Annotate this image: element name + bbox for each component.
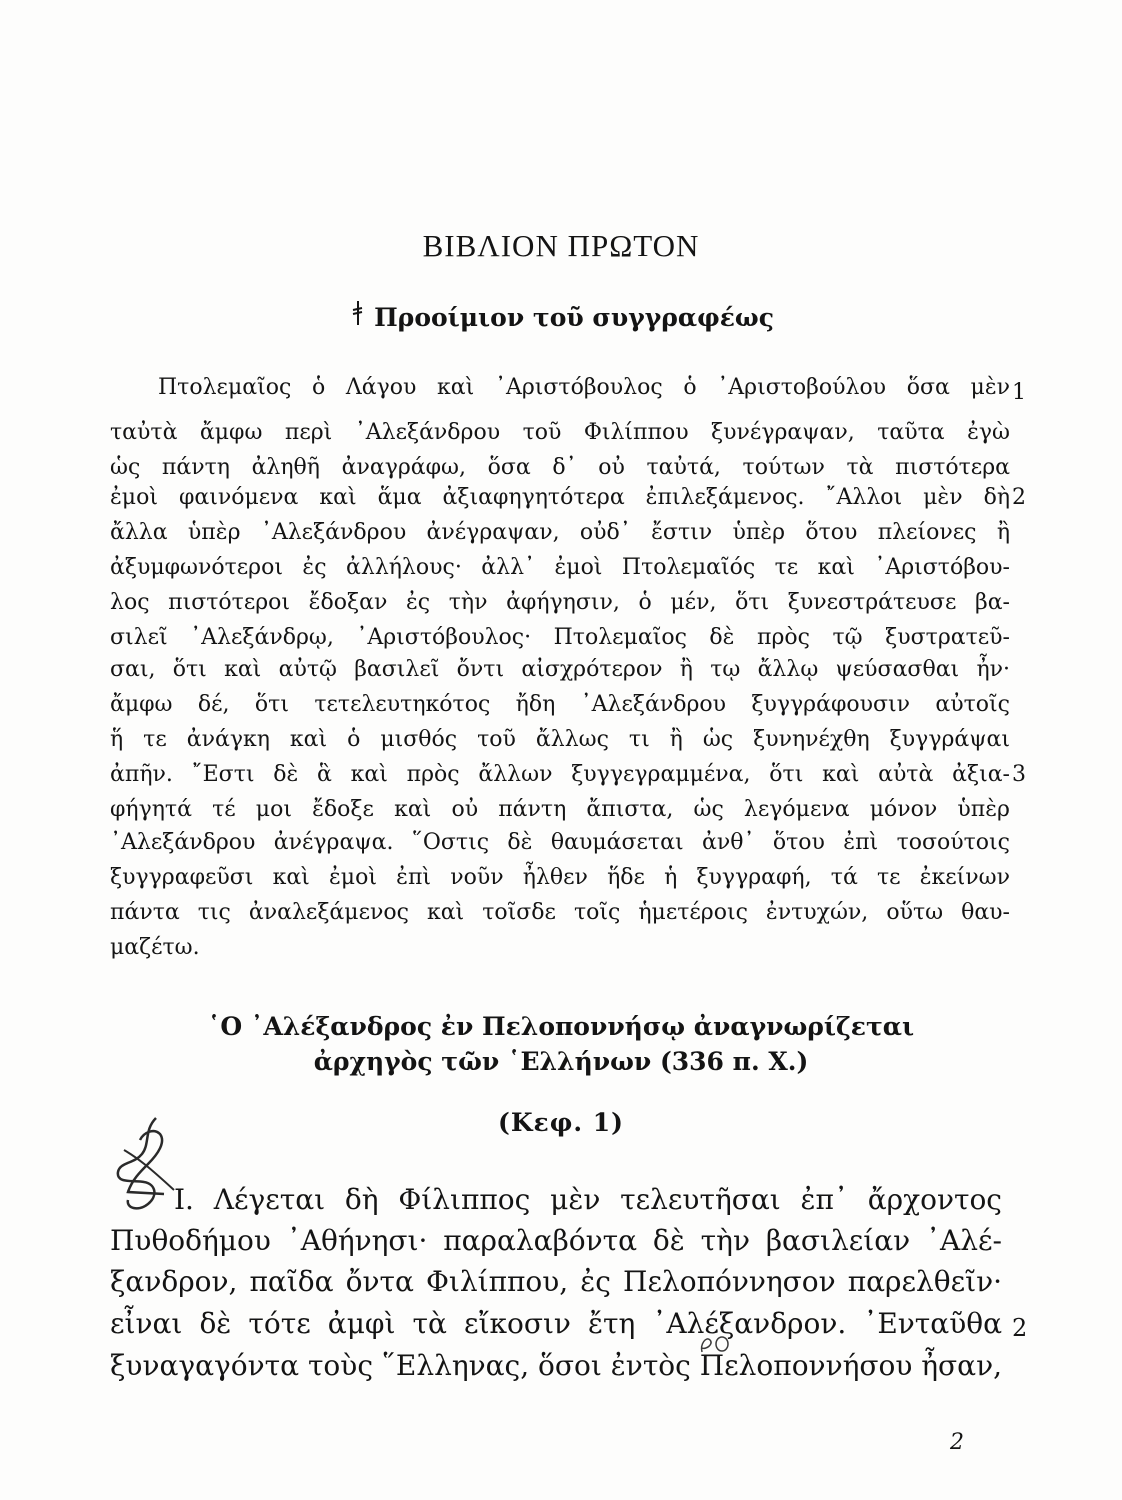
text-line: ἐμοὶ φαινόμενα καὶ ἅμα ἀξιαφηγητότερα ἐπιλεξάμενος. ῎Αλλοι μὲν δὴ <box>110 485 1010 510</box>
text-line: Πτολεμαῖος ὁ Λάγου καὶ ᾿Αριστόβουλος ὁ ᾿Αριστοβούλου ὅσα μὲν <box>158 375 1010 400</box>
section-heading <box>0 300 1122 332</box>
page-number: 2 <box>950 1430 964 1455</box>
section-heading-text: Προοίμιον τοῦ συγγραφέως <box>374 303 774 332</box>
text-line: ξανδρον, παῖδα ὄντα Φιλίππου, ἐς Πελοπόννησον παρελθεῖν· <box>110 1265 1002 1298</box>
text-line: Πυθοδήμου ᾿Αθήνησι· παραλαβόντα δὲ τὴν βασιλείαν ᾿Αλέ- <box>110 1224 1002 1257</box>
text-line: ὡς πάντη ἀληθῆ ἀναγράφω, ὅσα δ᾿ οὐ ταὐτά, τούτων τὰ πιστότερα <box>110 455 1010 480</box>
text-line: σαι, ὅτι καὶ αὐτῷ βασιλεῖ ὄντι αἰσχρότερον ἢ τῳ ἄλλῳ ψεύσασθαι ἦν· <box>110 657 1010 682</box>
text-line: Ι. Λέγεται δὴ Φίλιππος μὲν τελευτῆσαι ἐπ᾿ ἄρχοντος <box>174 1183 1002 1216</box>
text-line: λος πιστότεροι ἔδοξαν ἐς τὴν ἀφήγησιν, ὁ μέν, ὅτι ξυνεστράτευσε βα- <box>110 590 1010 615</box>
chapter-reference: (Κεφ. 1) <box>497 1108 624 1137</box>
text-line: ᾿Αλεξάνδρου ἀνέγραψα. ῞Οστις δὲ θαυμάσεται ἀνθ᾿ ὅτου ἐπὶ τοσούτοις <box>110 830 1010 855</box>
text-line: πάντα τις ἀναλεξάμενος καὶ τοῖσδε τοῖς ἡμετέροις ἐντυχών, οὕτω θαυ- <box>110 900 1010 925</box>
text-line: ἥ τε ἀνάγκη καὶ ὁ μισθός τοῦ ἄλλως τι ἢ ὡς ξυνηνέχθη ξυγγράψαι <box>110 727 1010 752</box>
text-line: μαζέτω. <box>110 935 200 960</box>
pencil-check-icon <box>348 300 366 332</box>
subtitle-line: ῾Ο ᾿Αλέξανδρος ἐν Πελοποννήσῳ ἀναγνωρίζεται <box>207 1012 915 1041</box>
margin-section-number: 2 <box>1012 485 1026 510</box>
text-line: εἶναι δὲ τότε ἀμφὶ τὰ εἴκοσιν ἔτη ᾿Αλέξανδρον. ᾿Ενταῦθα <box>110 1307 1002 1340</box>
text-line: ἀπῆν. ῎Εστι δὲ ἃ καὶ πρὸς ἄλλων ξυγγεγραμμένα, ὅτι καὶ αὐτὰ ἀξια- <box>110 762 1010 787</box>
text-line: ἄλλα ὑπὲρ ᾿Αλεξάνδρου ἀνέγραψαν, οὐδ᾿ ἔστιν ὑπὲρ ὅτου πλείονες ἢ <box>110 520 1010 545</box>
text-line: ξυγγραφεῦσι καὶ ἐμοὶ ἐπὶ νοῦν ἦλθεν ἥδε ἡ ξυγγραφή, τά τε ἐκείνων <box>110 865 1010 890</box>
margin-section-number: 3 <box>1012 762 1026 787</box>
margin-section-number: 1 <box>1012 380 1026 405</box>
margin-section-number: 2 <box>1012 1314 1028 1342</box>
handwritten-note-icon <box>696 1332 740 1358</box>
text-line: ἄμφω δέ, ὅτι τετελευτηκότος ἤδη ᾿Αλεξάνδρου ξυγγράφουσιν αὐτοῖς <box>110 692 1010 717</box>
text-line: ταὐτὰ ἄμφω περὶ ᾿Αλεξάνδρου τοῦ Φιλίππου ξυνέγραψαν, ταῦτα ἐγὼ <box>110 420 1010 445</box>
subtitle-line: ἀρχηγὸς τῶν ῾Ελλήνων (336 π. Χ.) <box>313 1047 809 1076</box>
text-line: ἀξυμφωνότεροι ἐς ἀλλήλους· ἀλλ᾿ ἐμοὶ Πτολεμαῖός τε καὶ ᾿Αριστόβου- <box>110 555 1010 580</box>
text-line: σιλεῖ ᾿Αλεξάνδρῳ, ᾿Αριστόβουλος· Πτολεμαῖος δὲ πρὸς τῷ ξυστρατεῦ- <box>110 625 1010 650</box>
book-title: ΒΙΒΛΙΟΝ ΠΡΩΤΟΝ <box>422 228 700 263</box>
text-line: ξυναγαγόντα τοὺς ῞Ελληνας, ὅσοι ἐντὸς Πελοποννήσου ἦσαν, <box>110 1349 1002 1382</box>
text-line: φήγητά τέ μοι ἔδοξε καὶ οὐ πάντη ἄπιστα, ὡς λεγόμενα μόνον ὑπὲρ <box>110 797 1010 822</box>
